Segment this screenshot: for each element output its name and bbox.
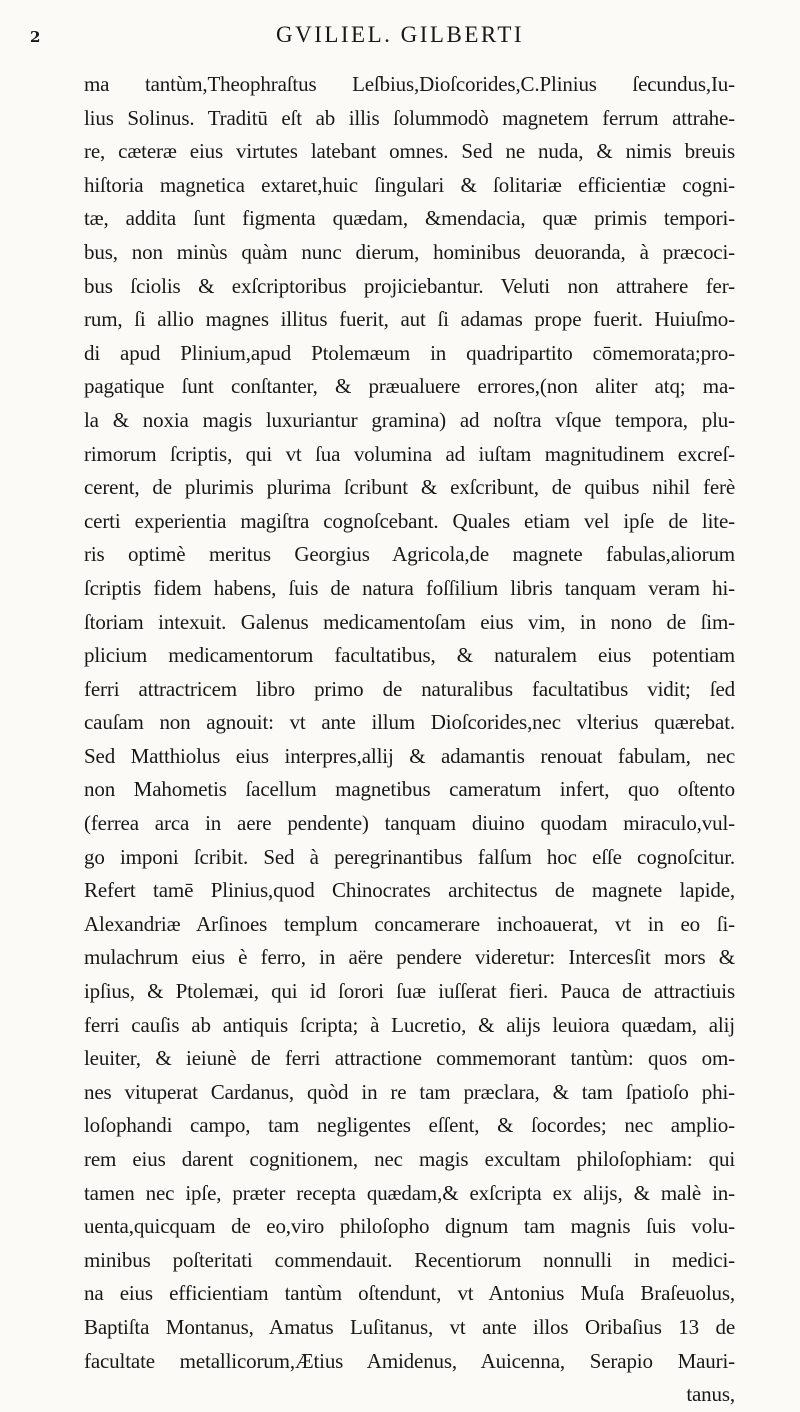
text-line: facultate metallicorum,Ætius Amidenus, Auicenna, Serapio Mauri-	[84, 1348, 735, 1373]
text-line: na eius efficientiam tantùm oſtendunt, vt Antonius Muſa Braſeuolus,	[84, 1281, 735, 1306]
text-line: ris optimè meritus Georgius Agricola,de magnete fabulas,aliorum	[84, 542, 735, 567]
page-header	[30, 22, 770, 56]
text-line: go imponi ſcribit. Sed à peregrinantibus falſum hoc eſſe cognoſcitur.	[84, 844, 735, 869]
text-line: (ferrea arca in aere pendente) tanquam diuino quodam miraculo,vul-	[84, 811, 735, 836]
text-line: bus ſciolis & exſcriptoribus projiciebantur. Veluti non attrahere fer-	[84, 273, 735, 298]
text-line: lius Solinus. Traditū eſt ab illis ſolummodò magnetem ferrum attrahe-	[84, 105, 735, 130]
text-line: di apud Plinium,apud Ptolemæum in quadripartito cōmemorata;pro-	[84, 340, 735, 365]
text-line: re, cæteræ eius virtutes latebant omnes. Sed ne nuda, & nimis breuis	[84, 139, 735, 164]
text-line: ſcriptis fidem habens, ſuis de natura foſſilium libris tanquam veram hi-	[84, 575, 735, 600]
text-line: Baptiſta Montanus, Amatus Luſitanus, vt ante illos Oribaſius 13 de	[84, 1314, 735, 1339]
text-line: rem eius darent cognitionem, nec magis excultam philoſophiam: qui	[84, 1147, 735, 1171]
text-line: bus, non minùs quàm nunc dierum, hominibus deuoranda, à præcoci-	[84, 239, 735, 264]
text-line: plicium medicamentorum facultatibus, & naturalem eius potentiam	[84, 643, 735, 668]
text-line: rum, ſi allio magnes illitus fuerit, aut ſi adamas prope fuerit. Huiuſmo-	[84, 307, 735, 332]
text-line: cauſam non agnouit: vt ante illum Dioſcorides,nec vlterius quærebat.	[84, 710, 735, 735]
text-line: ferri cauſis ab antiquis ſcripta; à Lucretio, & alijs leuiora quædam, alij	[84, 1012, 735, 1037]
text-line: rimorum ſcriptis, qui vt ſua volumina ad iuſtam magnitudinem excreſ-	[84, 441, 735, 466]
body-text	[84, 68, 735, 1412]
text-line: uenta,quicquam de eo,viro philoſopho dignum tam magnis ſuis volu-	[84, 1214, 735, 1239]
text-line: leuiter, & ieiunè de ferri attractione commemorant tantùm: quos om-	[84, 1046, 735, 1071]
text-line: Sed Matthiolus eius interpres,allij & adamantis renouat fabulam, nec	[84, 743, 735, 768]
running-head: GVILIEL. GILBERTI	[275, 22, 525, 47]
text-line: ferri attractricem libro primo de naturalibus facultatibus vidit; ſed	[84, 676, 735, 701]
text-line: hiſtoria magnetica extaret,huic ſingulari & ſolitariæ efficientiæ cogni-	[84, 172, 735, 197]
text-line: Alexandriæ Arſinoes templum concamerare inchoauerat, vt in eo ſi-	[84, 911, 735, 936]
text-line: nes vituperat Cardanus, quòd in re tam præclara, & tam ſpatioſo phi-	[84, 1079, 735, 1104]
text-line: pagatique ſunt conſtanter, & præualuere errores,(non aliter atq; ma-	[84, 374, 735, 399]
text-line: tæ, addita ſunt figmenta quædam, &mendacia, quæ primis tempori-	[84, 206, 735, 231]
text-line: ſtoriam intexuit. Galenus medicamentoſam eius vim, in nono de ſim-	[84, 609, 735, 634]
text-line: la & noxia magis luxuriantur gramina) ad noſtra vſque tempora, plu-	[84, 407, 735, 432]
text-line: mulachrum eius è ferro, in aëre pendere videretur: Intercesſit mors &	[84, 945, 735, 970]
text-line: Refert tamē Plinius,quod Chinocrates architectus de magnete lapide,	[84, 878, 735, 903]
text-line: certi experientia magiſtra cognoſcebant. Quales etiam vel ipſe de lite-	[84, 508, 735, 533]
text-line: ipſius, & Ptolemæi, qui id ſorori ſuæ iuſſerat fieri. Pauca de attractiuis	[84, 979, 735, 1004]
text-line: cerent, de plurimis plurima ſcribunt & exſcribunt, de quibus nihil ferè	[84, 475, 735, 500]
text-line: minibus poſteritati commendauit. Recentiorum nonnulli in medici-	[84, 1247, 735, 1272]
text-line: tamen nec ipſe, præter recepta quædam,& exſcripta ex alijs, & malè in-	[84, 1180, 735, 1205]
text-line: non Mahometis ſacellum magnetibus cameratum infert, quo oſtento	[84, 777, 735, 802]
text-line: ma tantùm,Theophraſtus Leſbius,Dioſcorides,C.Plinius ſecundus,Iu-	[84, 72, 735, 96]
page-number: 2	[30, 28, 41, 46]
catchword: tanus,	[686, 1382, 735, 1407]
text-line: loſophandi campo, tam negligentes eſſent, & ſocordes; nec amplio-	[84, 1113, 735, 1138]
